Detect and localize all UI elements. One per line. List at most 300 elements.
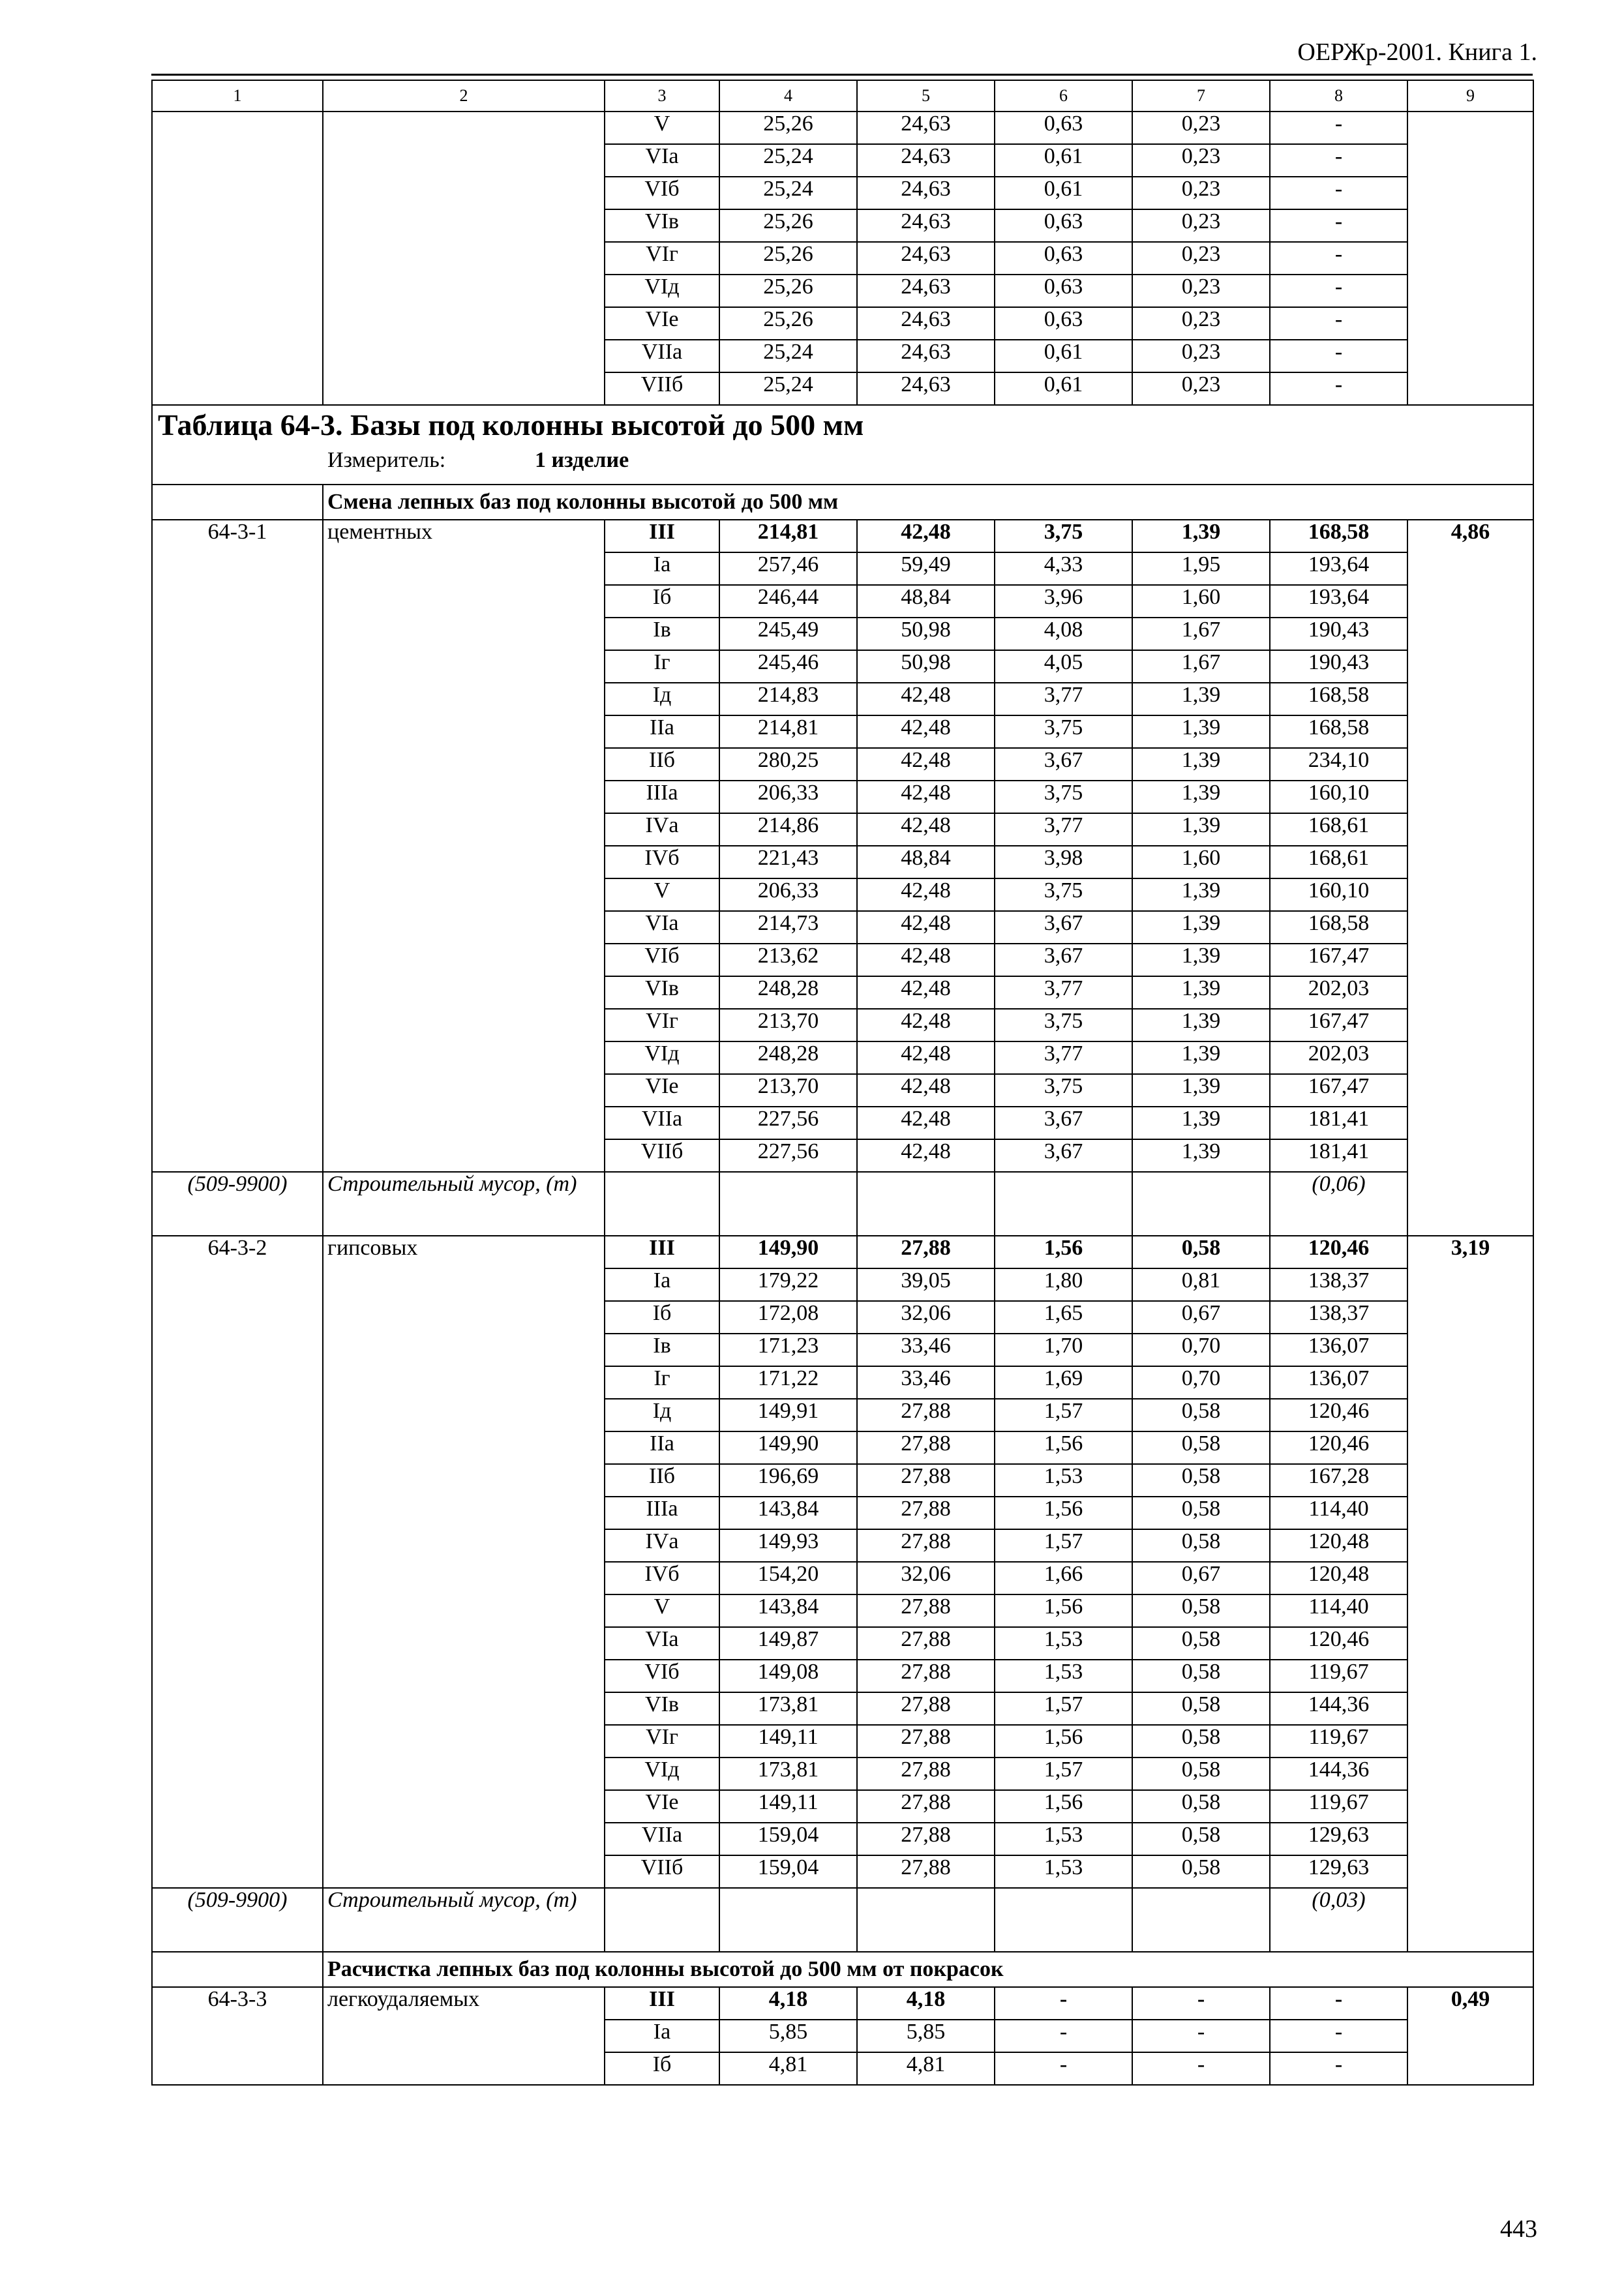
zone-cell: III <box>605 1987 719 2020</box>
table-row <box>152 112 1533 144</box>
value-cell: 1,70 <box>995 1334 1132 1366</box>
value-cell: 4,05 <box>995 650 1132 683</box>
waste-code: (509-9900) <box>152 1888 323 1952</box>
value-cell: 25,24 <box>719 372 857 405</box>
value-cell: 50,98 <box>857 650 995 683</box>
value-cell: 42,48 <box>857 748 995 781</box>
value-cell: 1,56 <box>995 1236 1132 1268</box>
zone-cell: VIIа <box>605 1823 719 1855</box>
value-cell: 1,65 <box>995 1301 1132 1334</box>
value-cell: 25,26 <box>719 242 857 275</box>
value-cell: 168,61 <box>1270 813 1407 846</box>
value-cell: - <box>1270 2020 1407 2052</box>
value-cell: 27,88 <box>857 1464 995 1497</box>
value-cell: - <box>995 1987 1132 2020</box>
value-cell: 0,58 <box>1132 1660 1270 1692</box>
waste-row <box>152 1888 1533 1952</box>
value-cell: 48,84 <box>857 846 995 878</box>
value-cell: 129,63 <box>1270 1823 1407 1855</box>
value-cell: 0,23 <box>1132 242 1270 275</box>
table-row <box>152 1987 1533 2020</box>
value-cell: 25,26 <box>719 209 857 242</box>
value-cell: 0,23 <box>1132 372 1270 405</box>
value-cell: 1,39 <box>1132 911 1270 944</box>
value-cell: 160,10 <box>1270 781 1407 813</box>
value-cell: 24,63 <box>857 372 995 405</box>
value-cell: - <box>1270 372 1407 405</box>
zone-cell: VIв <box>605 1692 719 1725</box>
value-cell: 1,39 <box>1132 748 1270 781</box>
zone-cell: IVа <box>605 813 719 846</box>
value-cell: 1,39 <box>1132 1009 1270 1041</box>
value-cell: 1,56 <box>995 1790 1132 1823</box>
price-table <box>151 80 1534 2086</box>
value-cell: 149,11 <box>719 1725 857 1758</box>
value-cell: 1,80 <box>995 1268 1132 1301</box>
item-name: гипсовых <box>323 1236 605 1888</box>
value-cell: 3,75 <box>995 520 1132 552</box>
zone-cell: III <box>605 520 719 552</box>
value-cell: 171,22 <box>719 1366 857 1399</box>
value-cell: 160,10 <box>1270 878 1407 911</box>
table-title: Таблица 64-3. Базы под колонны высотой до 500 мм <box>158 408 864 441</box>
value-cell: - <box>1132 2020 1270 2052</box>
value-cell: 42,48 <box>857 1074 995 1107</box>
value-cell: 1,53 <box>995 1823 1132 1855</box>
value-cell: 168,58 <box>1270 715 1407 748</box>
value-cell: 1,53 <box>995 1660 1132 1692</box>
zone-cell: Iд <box>605 683 719 715</box>
value-cell: 3,75 <box>995 715 1132 748</box>
value-cell: 143,84 <box>719 1497 857 1529</box>
zone-cell: VIIб <box>605 372 719 405</box>
value-cell: 4,81 <box>857 2052 995 2085</box>
value-cell: - <box>1270 242 1407 275</box>
value-cell: 3,77 <box>995 813 1132 846</box>
value-cell: 4,81 <box>719 2052 857 2085</box>
value-cell: 27,88 <box>857 1855 995 1888</box>
value-cell: 0,63 <box>995 242 1132 275</box>
section-title: Смена лепных баз под колонны высотой до 500 мм <box>323 485 1533 520</box>
value-cell: 149,91 <box>719 1399 857 1431</box>
value-cell: 168,58 <box>1270 683 1407 715</box>
zone-cell: IVб <box>605 1562 719 1594</box>
section-header-row <box>152 1952 1533 1987</box>
zone-cell: VIа <box>605 1627 719 1660</box>
zone-cell: VIб <box>605 944 719 976</box>
value-cell: 0,23 <box>1132 177 1270 209</box>
value-cell: 1,39 <box>1132 813 1270 846</box>
value-cell: - <box>995 2052 1132 2085</box>
value-cell: 221,43 <box>719 846 857 878</box>
section-lead-cell <box>152 1952 323 1987</box>
price-table-body <box>152 80 1533 2085</box>
value-cell: 1,39 <box>1132 976 1270 1009</box>
value-cell: 1,53 <box>995 1627 1132 1660</box>
value-cell: 0,63 <box>995 112 1132 144</box>
value-cell: 0,67 <box>1132 1562 1270 1594</box>
zone-cell: III <box>605 1236 719 1268</box>
value-cell: 0,23 <box>1132 209 1270 242</box>
value-cell: 0,63 <box>995 209 1132 242</box>
value-cell: 120,46 <box>1270 1627 1407 1660</box>
value-cell: 27,88 <box>857 1758 995 1790</box>
section-title: Расчистка лепных баз под колонны высотой до 500 мм от покрасок <box>323 1952 1533 1987</box>
value-cell: 0,58 <box>1132 1790 1270 1823</box>
value-cell: 114,40 <box>1270 1497 1407 1529</box>
value-cell: 1,53 <box>995 1464 1132 1497</box>
value-cell: 0,58 <box>1132 1823 1270 1855</box>
value-cell: 0,23 <box>1132 340 1270 372</box>
value-cell: 3,98 <box>995 846 1132 878</box>
value-cell: - <box>1270 275 1407 307</box>
value-cell: 3,75 <box>995 1009 1132 1041</box>
section-lead-cell <box>152 485 323 520</box>
value-cell: 42,48 <box>857 1107 995 1139</box>
item-name: легкоудаляемых <box>323 1987 605 2085</box>
value-cell: 27,88 <box>857 1660 995 1692</box>
zone-cell: IIб <box>605 748 719 781</box>
value-cell: 171,23 <box>719 1334 857 1366</box>
value-cell: 149,90 <box>719 1236 857 1268</box>
value-cell: 257,46 <box>719 552 857 585</box>
value-cell: 24,63 <box>857 340 995 372</box>
value-cell: 138,37 <box>1270 1268 1407 1301</box>
value-cell: 3,75 <box>995 878 1132 911</box>
value-cell: 246,44 <box>719 585 857 618</box>
value-cell: 181,41 <box>1270 1139 1407 1172</box>
column-number: 6 <box>995 80 1132 112</box>
value-cell: 42,48 <box>857 520 995 552</box>
value-cell: 1,39 <box>1132 878 1270 911</box>
zone-cell: Iг <box>605 650 719 683</box>
value-cell: 5,85 <box>719 2020 857 2052</box>
item-extra-value: 0,49 <box>1407 1987 1533 2085</box>
value-cell: 1,57 <box>995 1758 1132 1790</box>
item-code: 64-3-3 <box>152 1987 323 2085</box>
value-cell: 280,25 <box>719 748 857 781</box>
column-number: 7 <box>1132 80 1270 112</box>
value-cell: 0,23 <box>1132 112 1270 144</box>
value-cell: 27,88 <box>857 1725 995 1758</box>
name-cell <box>323 112 605 405</box>
value-cell: 136,07 <box>1270 1334 1407 1366</box>
zone-cell: IIб <box>605 1464 719 1497</box>
value-cell: 0,58 <box>1132 1627 1270 1660</box>
value-cell: 3,77 <box>995 1041 1132 1074</box>
value-cell: 27,88 <box>857 1529 995 1562</box>
zone-cell: IVа <box>605 1529 719 1562</box>
zone-cell: IIIа <box>605 781 719 813</box>
value-cell: 0,58 <box>1132 1497 1270 1529</box>
empty-cell <box>605 1172 719 1236</box>
value-cell: - <box>1270 307 1407 340</box>
value-cell: 1,95 <box>1132 552 1270 585</box>
value-cell: 25,26 <box>719 112 857 144</box>
zone-cell: VIа <box>605 911 719 944</box>
value-cell: - <box>1270 177 1407 209</box>
header-rule <box>151 74 1533 76</box>
empty-cell <box>857 1888 995 1952</box>
value-cell: 144,36 <box>1270 1758 1407 1790</box>
value-cell: 27,88 <box>857 1431 995 1464</box>
zone-cell: VIв <box>605 976 719 1009</box>
measure-label: Измеритель: <box>327 448 446 473</box>
value-cell: 245,46 <box>719 650 857 683</box>
value-cell: 27,88 <box>857 1823 995 1855</box>
value-cell: 248,28 <box>719 1041 857 1074</box>
value-cell: 119,67 <box>1270 1660 1407 1692</box>
value-cell: 24,63 <box>857 275 995 307</box>
value-cell: 1,39 <box>1132 781 1270 813</box>
value-cell: 50,98 <box>857 618 995 650</box>
value-cell: 0,58 <box>1132 1855 1270 1888</box>
value-cell: 120,46 <box>1270 1399 1407 1431</box>
waste-name: Строительный мусор, (т) <box>323 1172 605 1236</box>
value-cell: 42,48 <box>857 683 995 715</box>
value-cell: 33,46 <box>857 1334 995 1366</box>
empty-cell <box>995 1888 1132 1952</box>
value-cell: 168,61 <box>1270 846 1407 878</box>
extra-cell <box>1407 112 1533 405</box>
value-cell: 1,57 <box>995 1692 1132 1725</box>
value-cell: 27,88 <box>857 1692 995 1725</box>
value-cell: 0,70 <box>1132 1334 1270 1366</box>
value-cell: 0,23 <box>1132 144 1270 177</box>
value-cell: 167,47 <box>1270 1074 1407 1107</box>
value-cell: 42,48 <box>857 715 995 748</box>
zone-cell: VIв <box>605 209 719 242</box>
value-cell: 173,81 <box>719 1758 857 1790</box>
zone-cell: VIд <box>605 1041 719 1074</box>
value-cell: 248,28 <box>719 976 857 1009</box>
zone-cell: V <box>605 112 719 144</box>
value-cell: 138,37 <box>1270 1301 1407 1334</box>
waste-name: Строительный мусор, (т) <box>323 1888 605 1952</box>
value-cell: 24,63 <box>857 209 995 242</box>
value-cell: 1,60 <box>1132 585 1270 618</box>
value-cell: 114,40 <box>1270 1594 1407 1627</box>
value-cell: 1,39 <box>1132 1139 1270 1172</box>
waste-row <box>152 1172 1533 1236</box>
value-cell: 190,43 <box>1270 618 1407 650</box>
value-cell: 0,58 <box>1132 1692 1270 1725</box>
value-cell: 1,39 <box>1132 520 1270 552</box>
value-cell: 24,63 <box>857 144 995 177</box>
measure-value: 1 изделие <box>535 448 629 473</box>
zone-cell: Iа <box>605 2020 719 2052</box>
value-cell: 42,48 <box>857 813 995 846</box>
empty-cell <box>1132 1172 1270 1236</box>
zone-cell: VIIб <box>605 1855 719 1888</box>
waste-value: (0,03) <box>1270 1888 1407 1952</box>
zone-cell: V <box>605 1594 719 1627</box>
value-cell: 3,67 <box>995 911 1132 944</box>
zone-cell: VIе <box>605 1790 719 1823</box>
zone-cell: Iа <box>605 1268 719 1301</box>
value-cell: 25,26 <box>719 307 857 340</box>
value-cell: 129,63 <box>1270 1855 1407 1888</box>
value-cell: 1,39 <box>1132 683 1270 715</box>
value-cell: 3,77 <box>995 683 1132 715</box>
value-cell: 4,08 <box>995 618 1132 650</box>
zone-cell: Iа <box>605 552 719 585</box>
document-header-title: ОЕРЖр-2001. Книга 1. <box>1297 38 1537 66</box>
value-cell: 42,48 <box>857 878 995 911</box>
value-cell: 42,48 <box>857 976 995 1009</box>
value-cell: 42,48 <box>857 1139 995 1172</box>
item-code: 64-3-1 <box>152 520 323 1172</box>
value-cell: 193,64 <box>1270 585 1407 618</box>
value-cell: 24,63 <box>857 177 995 209</box>
value-cell: 214,81 <box>719 520 857 552</box>
empty-cell <box>719 1172 857 1236</box>
value-cell: 167,47 <box>1270 1009 1407 1041</box>
value-cell: 1,67 <box>1132 618 1270 650</box>
zone-cell: Iб <box>605 1301 719 1334</box>
item-extra-value: 4,86 <box>1407 520 1533 1236</box>
value-cell: 39,05 <box>857 1268 995 1301</box>
table-row <box>152 1236 1533 1268</box>
value-cell: 3,75 <box>995 1074 1132 1107</box>
value-cell: 168,58 <box>1270 911 1407 944</box>
code-cell <box>152 112 323 405</box>
value-cell: 32,06 <box>857 1301 995 1334</box>
value-cell: 0,70 <box>1132 1366 1270 1399</box>
value-cell: 0,61 <box>995 177 1132 209</box>
value-cell: 214,86 <box>719 813 857 846</box>
empty-cell <box>857 1172 995 1236</box>
zone-cell: VIIб <box>605 1139 719 1172</box>
value-cell: 27,88 <box>857 1790 995 1823</box>
value-cell: 0,61 <box>995 340 1132 372</box>
value-cell: 27,88 <box>857 1594 995 1627</box>
section-header-row <box>152 485 1533 520</box>
value-cell: 149,11 <box>719 1790 857 1823</box>
value-cell: 27,88 <box>857 1399 995 1431</box>
value-cell: 1,66 <box>995 1562 1132 1594</box>
value-cell: 245,49 <box>719 618 857 650</box>
value-cell: 149,87 <box>719 1627 857 1660</box>
value-cell: - <box>1132 1987 1270 2020</box>
value-cell: 202,03 <box>1270 1041 1407 1074</box>
value-cell: 32,06 <box>857 1562 995 1594</box>
value-cell: 1,67 <box>1132 650 1270 683</box>
value-cell: - <box>1270 2052 1407 2085</box>
value-cell: - <box>995 2020 1132 2052</box>
value-cell: 1,39 <box>1132 1107 1270 1139</box>
value-cell: 0,23 <box>1132 307 1270 340</box>
value-cell: 179,22 <box>719 1268 857 1301</box>
value-cell: 27,88 <box>857 1236 995 1268</box>
table-title-cell <box>152 405 1533 485</box>
zone-cell: IIIа <box>605 1497 719 1529</box>
value-cell: - <box>1270 144 1407 177</box>
empty-cell <box>1132 1888 1270 1952</box>
value-cell: 213,70 <box>719 1009 857 1041</box>
value-cell: 154,20 <box>719 1562 857 1594</box>
column-number: 5 <box>857 80 995 112</box>
value-cell: 149,90 <box>719 1431 857 1464</box>
value-cell: 120,48 <box>1270 1529 1407 1562</box>
value-cell: 1,56 <box>995 1431 1132 1464</box>
value-cell: - <box>1270 340 1407 372</box>
zone-cell: VIг <box>605 1725 719 1758</box>
value-cell: 1,53 <box>995 1855 1132 1888</box>
column-number: 4 <box>719 80 857 112</box>
value-cell: 24,63 <box>857 112 995 144</box>
value-cell: 42,48 <box>857 911 995 944</box>
value-cell: 42,48 <box>857 781 995 813</box>
value-cell: 159,04 <box>719 1823 857 1855</box>
value-cell: - <box>1270 209 1407 242</box>
value-cell: 1,39 <box>1132 944 1270 976</box>
item-name: цементных <box>323 520 605 1172</box>
value-cell: 1,56 <box>995 1594 1132 1627</box>
value-cell: 4,18 <box>719 1987 857 2020</box>
value-cell: 227,56 <box>719 1107 857 1139</box>
value-cell: 5,85 <box>857 2020 995 2052</box>
value-cell: 206,33 <box>719 878 857 911</box>
value-cell: 3,96 <box>995 585 1132 618</box>
empty-cell <box>605 1888 719 1952</box>
value-cell: 0,61 <box>995 372 1132 405</box>
value-cell: 119,67 <box>1270 1790 1407 1823</box>
zone-cell: VIIа <box>605 1107 719 1139</box>
value-cell: 213,62 <box>719 944 857 976</box>
value-cell: 167,47 <box>1270 944 1407 976</box>
value-cell: 25,24 <box>719 144 857 177</box>
value-cell: 3,75 <box>995 781 1132 813</box>
zone-cell: Iб <box>605 585 719 618</box>
value-cell: 3,67 <box>995 748 1132 781</box>
value-cell: 159,04 <box>719 1855 857 1888</box>
table-row <box>152 520 1533 552</box>
value-cell: 0,63 <box>995 307 1132 340</box>
column-number-row <box>152 80 1533 112</box>
value-cell: 4,33 <box>995 552 1132 585</box>
value-cell: 193,64 <box>1270 552 1407 585</box>
value-cell: 167,28 <box>1270 1464 1407 1497</box>
value-cell: 48,84 <box>857 585 995 618</box>
value-cell: 0,58 <box>1132 1236 1270 1268</box>
value-cell: 181,41 <box>1270 1107 1407 1139</box>
value-cell: 25,24 <box>719 340 857 372</box>
zone-cell: Iв <box>605 618 719 650</box>
value-cell: 1,39 <box>1132 715 1270 748</box>
zone-cell: VIг <box>605 1009 719 1041</box>
zone-cell: VIг <box>605 242 719 275</box>
zone-cell: VIб <box>605 1660 719 1692</box>
empty-cell <box>995 1172 1132 1236</box>
zone-cell: VIб <box>605 177 719 209</box>
value-cell: 214,81 <box>719 715 857 748</box>
value-cell: 202,03 <box>1270 976 1407 1009</box>
column-number: 8 <box>1270 80 1407 112</box>
value-cell: 0,58 <box>1132 1464 1270 1497</box>
page-number: 443 <box>1500 2215 1537 2243</box>
value-cell: 1,56 <box>995 1497 1132 1529</box>
value-cell: 227,56 <box>719 1139 857 1172</box>
value-cell: 3,67 <box>995 1107 1132 1139</box>
zone-cell: Iд <box>605 1399 719 1431</box>
value-cell: 4,18 <box>857 1987 995 2020</box>
value-cell: 0,81 <box>1132 1268 1270 1301</box>
value-cell: 173,81 <box>719 1692 857 1725</box>
table-title-row <box>152 405 1533 485</box>
waste-code: (509-9900) <box>152 1172 323 1236</box>
measure-unit <box>158 449 1527 472</box>
